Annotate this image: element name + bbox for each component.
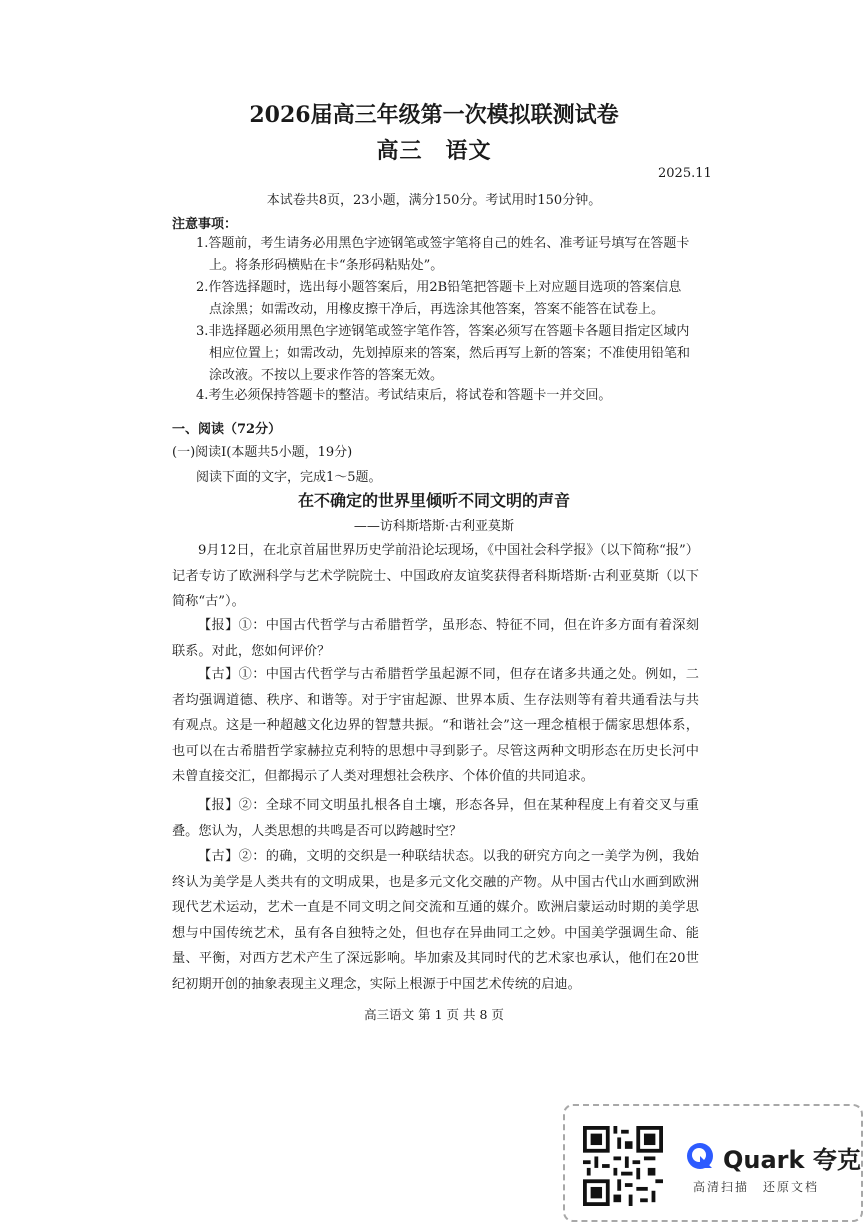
notice-item: 2.作答选择题时，选出每小题答案后，用2B铅笔把答题卡上对应题目选项的答案信息点涂黑；如需改动，用橡皮擦干净后，再选涂其他答案，答案不能答在试卷上。 [196,280,682,317]
quark-tagline: 高清扫描 还原文档 [693,1180,820,1194]
article-paragraph: 【报】②：全球不同文明虽扎根各自土壤，形态各异，但在某种程度上有着交叉与重叠。您认为，人类思想的共鸣是否可以跨越时空？ [172,798,699,839]
section-subheading: (一)阅读Ⅰ(本题共5小题，19分) [172,445,353,460]
article-paragraph: 【古】①：中国古代哲学与古希腊哲学虽起源不同，但存在诸多共通之处。例如，二者均强调道德、秩序、和谐等。对于宇宙起源、世界本质、生存法则等有着共通看法与共有观点。这是一种超越文化边界的智慧共振。“和谐社会”这一理念植根于儒家思想体系，也可以在古希腊哲学家赫拉克利特的思想中寻到影子。尽管这两种文明形态在历史长河中未曾直接交汇，但都揭示了人类对理想社会秩序、个体价值的共同追求。 [172,667,699,784]
article-subtitle: ——访科斯塔斯·古利亚莫斯 [353,519,515,534]
quark-logo-icon [685,1141,715,1171]
notice-item: 4.考生必须保持答题卡的整洁。考试结束后，将试卷和答题卡一并交回。 [196,388,612,403]
section-heading: 一、阅读（72分） [172,422,282,437]
qr-code-icon [583,1126,663,1206]
quark-watermark [563,1104,863,1222]
section-instruction: 阅读下面的文字，完成1～5题。 [196,470,382,485]
article-title: 在不确定的世界里倾听不同文明的声音 [297,491,570,510]
notice-heading: 注意事项： [172,217,238,232]
exam-title: 2026届高三年级第一次模拟联测试卷 [249,102,619,128]
exam-intro: 本试卷共8页，23小题，满分150分。考试用时150分钟。 [266,193,602,208]
exam-subject: 高三 语文 [376,138,492,164]
notice-item: 3.非选择题必须用黑色字迹钢笔或签字笔作答，答案必须写在答题卡各题目指定区域内相应位置上；如需改动，先划掉原来的答案，然后再写上新的答案；不准使用铅笔和涂改液。不按以上要求作答的答案无效。 [196,324,691,383]
quark-brand-name: Quark 夸克 [723,1146,861,1174]
article-paragraph: 【古】②：的确，文明的交织是一种联结状态。以我的研究方向之一美学为例，我始终认为美学是人类共有的文明成果，也是多元文化交融的产物。从中国古代山水画到欧洲现代艺术运动，艺术一直是不同文明之间交流和互通的媒介。欧洲启蒙运动时期的美学思想与中国传统艺术，虽有各自独特之处，但也存在异曲同工之妙。中国美学强调生命、能量、平衡，对西方艺术产生了深远影响。毕加索及其同时代的艺术家也承认，他们在20世纪初期开创的抽象表现主义理念，实际上根源于中国艺术传统的启迪。 [172,849,699,992]
page-footer: 高三语文 第 1 页 共 8 页 [364,1007,504,1022]
notice-item: 1.答题前，考生请务必用黑色字迹钢笔或签字笔将自己的姓名、准考证号填写在答题卡上。将条形码横贴在卡“条形码粘贴处”。 [196,236,690,273]
exam-date: 2025.11 [658,166,712,181]
article-paragraph: 【报】①：中国古代哲学与古希腊哲学，虽形态、特征不同，但在许多方面有着深刻联系。对此，您如何评价？ [172,618,699,659]
article-paragraph: 9月12日，在北京首届世界历史学前沿论坛现场，《中国社会科学报》（以下简称“报”）记者专访了欧洲科学与艺术学院院士、中国政府友谊奖获得者科斯塔斯·古利亚莫斯（以下简称“古”）。 [172,543,699,609]
